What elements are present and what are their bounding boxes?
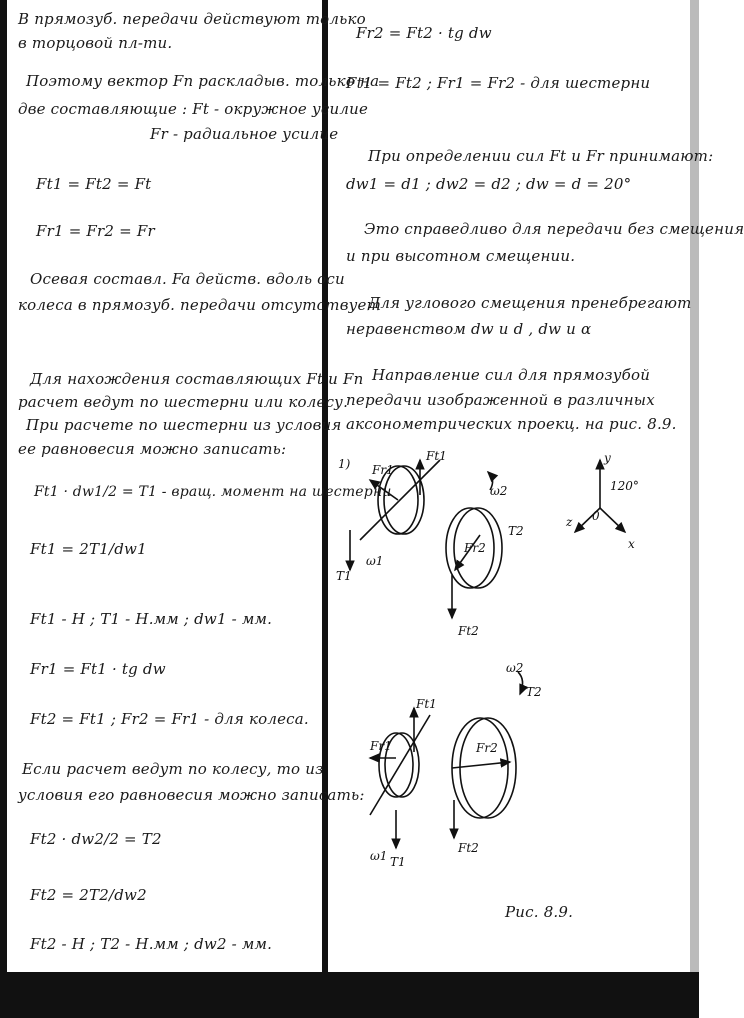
formula: Fr1 = Fr2 = Fr <box>36 222 155 240</box>
label-w1: ω1 <box>366 554 384 568</box>
axis-label-y: y <box>604 451 611 465</box>
label-fr1-lower: Fr1 <box>370 739 392 753</box>
formula: Ft1 · dw1/2 = T1 - вращ. момент на шестерни <box>34 484 392 500</box>
text-line: Это справедливо для передачи без смещения <box>364 220 744 238</box>
formula: Ft1 - Н ; T1 - Н.мм ; dw1 - мм. <box>30 610 273 628</box>
label-t1: T1 <box>336 569 352 583</box>
text-line: неравенством dw и d , dw и α <box>346 320 592 338</box>
text-line: передачи изображенной в различных <box>346 391 655 409</box>
left-edge-shadow <box>0 0 7 1018</box>
gear-force-diagram <box>330 440 688 900</box>
text-line: Направление сил для прямозубой <box>372 366 651 384</box>
formula: Fr2 = Ft2 · tg dw <box>356 24 492 42</box>
figure-number: 1) <box>338 457 351 471</box>
text-line: колеса в прямозуб. передачи отсутствует <box>18 296 382 314</box>
formula: dw1 = d1 ; dw2 = d2 ; dw = d = 20° <box>346 175 632 193</box>
label-fr2-lower: Fr2 <box>476 741 498 755</box>
figure-caption: Рис. 8.9. <box>505 903 574 921</box>
label-w2-lower: ω2 <box>506 661 524 675</box>
x-axis <box>600 508 625 532</box>
text-line: При определении сил Ft и Fr принимают: <box>368 147 714 165</box>
label-ft1: Ft1 <box>426 449 447 463</box>
label-ft1-lower: Ft1 <box>416 697 437 711</box>
formula: Ft1 = Ft2 ; Fr1 = Fr2 - для шестерни <box>346 74 651 92</box>
formula: Fr1 = Ft1 · tg dw <box>30 660 166 678</box>
text-line: и при высотном смещении. <box>346 247 576 265</box>
label-ft2-lower: Ft2 <box>458 841 479 855</box>
label-ft2: Ft2 <box>458 624 479 638</box>
text-line: Fr - радиальное усилие <box>150 125 339 143</box>
text-line: В прямозуб. передачи действуют только <box>18 10 366 28</box>
bottom-edge-shadow <box>0 972 699 1018</box>
formula: Ft1 = Ft2 = Ft <box>36 175 152 193</box>
label-t1-lower: T1 <box>390 855 406 869</box>
text-line: расчет ведут по шестерни или колесу. <box>18 393 349 411</box>
formula: Ft1 = 2T1/dw1 <box>30 540 147 558</box>
label-w2: ω2 <box>490 484 508 498</box>
formula: Ft2 = Ft1 ; Fr2 = Fr1 - для колеса. <box>30 710 309 728</box>
label-fr1: Fr1 <box>372 463 394 477</box>
text-line: аксонометрических проекц. на рис. 8.9. <box>346 415 677 433</box>
text-line: Для нахождения составляющих Ft и Fn <box>30 370 364 388</box>
text-line: ее равновесия можно записать: <box>18 440 287 458</box>
text-line: Осевая составл. Fa действ. вдоль оси <box>30 270 345 288</box>
axis-label-x: x <box>628 537 635 551</box>
axis-label-origin: 0 <box>592 509 600 523</box>
label-t2-lower: T2 <box>526 685 542 699</box>
text-line: Поэтому вектор Fn раскладыв. только на <box>26 72 380 90</box>
axis-label-z: z <box>566 515 573 529</box>
label-fr2: Fr2 <box>464 541 486 555</box>
text-line: в торцовой пл-ти. <box>18 34 173 52</box>
text-line: Для углового смещения пренебрегают <box>368 294 692 312</box>
formula: Ft2 - Н ; T2 - Н.мм ; dw2 - мм. <box>30 935 273 953</box>
label-t2: T2 <box>508 524 524 538</box>
text-line: Если расчет ведут по колесу, то из <box>22 760 324 778</box>
label-w1-lower: ω1 <box>370 849 388 863</box>
center-fold <box>322 0 328 1018</box>
formula: Ft2 · dw2/2 = T2 <box>30 830 162 848</box>
text-line: При расчете по шестерни из условия <box>26 416 342 434</box>
text-line: условия его равновесия можно записать: <box>18 786 365 804</box>
formula: Ft2 = 2T2/dw2 <box>30 886 147 904</box>
text-line: две составляющие : Ft - окружное усилие <box>18 100 369 118</box>
angle-label: 120° <box>610 479 639 493</box>
